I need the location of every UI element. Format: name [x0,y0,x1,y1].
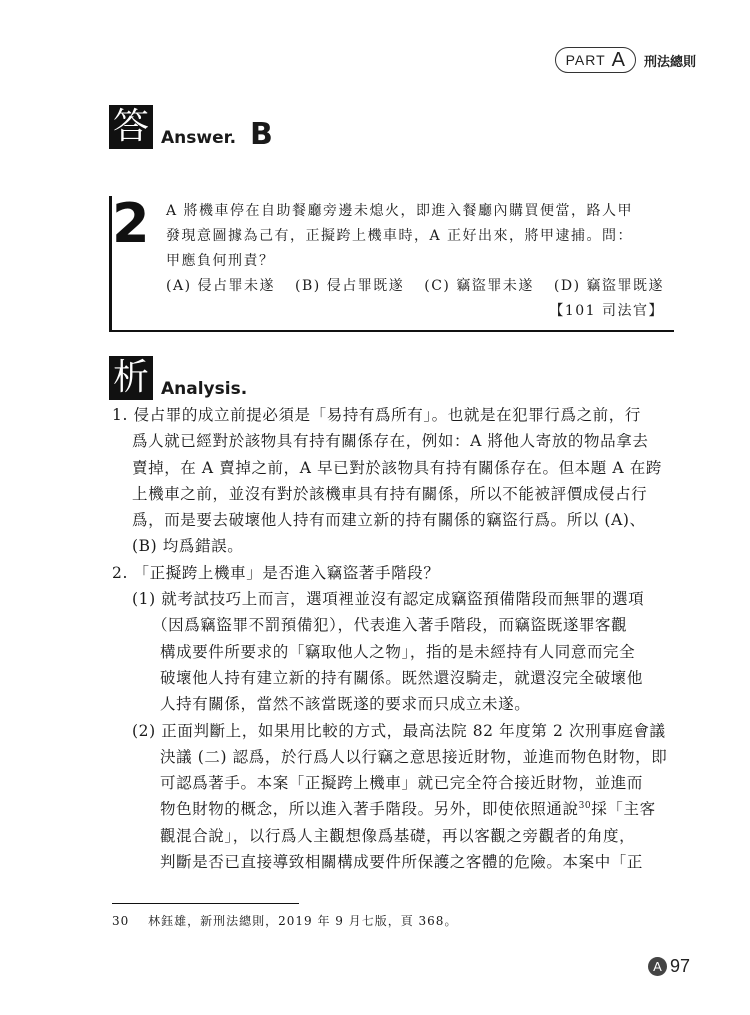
sub-item-line: 判斷是否已直接導致相關構成要件所保護之客體的危險。本案中「正 [160,853,644,872]
answer-box-char: 答 [109,105,153,149]
paragraph-line: 爲，而是要去破壞他人持有而建立新的持有關係的竊盜行爲。所以 (A)、 [132,511,646,530]
part-badge [555,47,636,73]
sub-item-text: 物色財物的概念，所以進入著手階段。另外，即使依照通說 [160,800,579,819]
sub-item-line: 決議 (二) 認爲，於行爲人以行竊之意思接近財物，並進而物色財物，即 [160,747,668,766]
analysis-box-char: 析 [109,356,153,400]
sub-item-line: 觀混合說」，以行爲人主觀想像爲基礎，再以客觀之旁觀者的角度， [160,826,636,845]
option-a: (A) 侵占罪未遂 [166,278,275,294]
sub-item-line: 破壞他人持有建立新的持有關係。既然還沒騎走，就還沒完全破壞他 [160,668,644,687]
part-word: PART [565,52,606,68]
paragraph-line: 2. 「正擬跨上機車」是否進入竊盜著手階段？ [112,563,440,582]
sub-item-line: (2) 正面判斷上，如果用比較的方式，最高法院 82 年度第 2 次刑事庭會議 [132,721,666,740]
question-options [166,274,664,299]
analysis-body [112,402,674,875]
option-c: (C) 竊盜罪未遂 [424,278,534,294]
sub-item-line: (1) 就考試技巧上而言，選項裡並沒有認定成竊盜預備階段而無罪的選項 [132,590,645,609]
question-source: 【101 司法官】 [549,303,664,319]
sub-item-line: （因爲竊盜罪不罰預備犯），代表進入著手階段，而竊盜既遂罪客觀 [152,616,628,635]
question-bottom-rule [109,330,674,332]
page-header [555,47,696,73]
part-letter: A [611,48,625,71]
question-text [166,199,674,324]
answer-value: B [250,117,273,152]
footnote-number: 30 [112,914,130,928]
answer-block [109,105,273,152]
paragraph-line: 上機車之前，並沒有對於該機車具有持有關係，所以不能被評價成侵占行 [132,484,648,503]
sub-item-line [112,796,674,822]
page-number [648,956,690,977]
sub-item-line: 構成要件所要求的「竊取他人之物」，指的是未經持有人同意而完全 [160,642,636,661]
option-b: (B) 侵占罪既遂 [295,278,405,294]
paragraph-line: 賣掉，在 A 賣掉之前，A 早已對於該物具有持有關係存在。但本題 A 在跨 [132,458,662,477]
sub-item-line: 人持有關係，當然不該當既遂的要求而只成立未遂。 [160,695,531,714]
sub-item-line: 可認爲著手。本案「正擬跨上機車」就已完全符合接近財物，並進而 [160,774,644,793]
footnote-text: 林鈺雄，新刑法總則，2019 年 9 月七版，頁 368。 [148,914,458,928]
question-line: A 將機車停在自助餐廳旁邊未熄火，即進入餐廳內購買便當，路人甲 [166,203,634,219]
analysis-label: Analysis. [161,379,248,399]
chapter-title: 刑法總則 [643,54,696,70]
answer-label: Answer. [161,128,237,148]
paragraph-line: 1. 侵占罪的成立前提必須是「易持有爲所有」。也就是在犯罪行爲之前，行 [112,406,641,424]
analysis-block [109,356,247,400]
option-d: (D) 竊盜罪既遂 [553,278,664,294]
part-circle-icon: A [648,957,667,976]
footnote-ref[interactable]: 30 [578,801,592,812]
paragraph-line: (B) 均爲錯誤。 [132,537,244,556]
question-line: 發現意圖據為己有，正擬跨上機車時，A 正好出來，將甲逮捕。問： [166,228,634,244]
question-line: 甲應負何刑責？ [166,253,275,269]
question-number: 2 [112,192,150,255]
page-number-value: 97 [669,956,690,976]
footnote-rule [112,903,299,904]
sub-item-text: 採「主客 [591,800,656,819]
paragraph-line: 爲人就已經對於該物具有持有關係存在，例如：A 將他人寄放的物品拿去 [132,432,649,451]
footnote [112,912,457,929]
